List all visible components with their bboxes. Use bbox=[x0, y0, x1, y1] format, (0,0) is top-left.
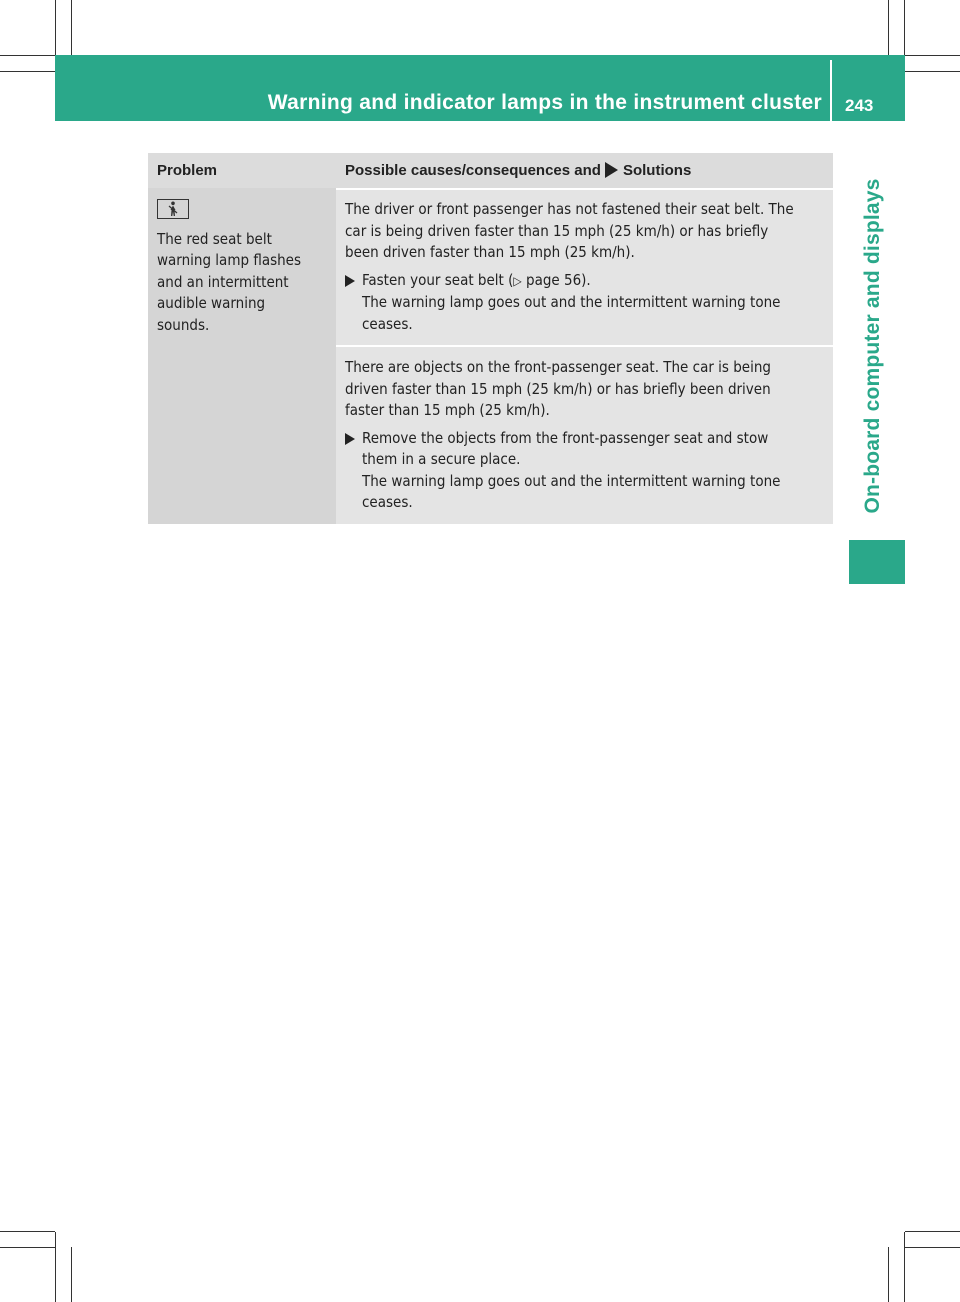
crop-mark bbox=[71, 1247, 72, 1302]
solution-step: Fasten your seat belt (▷ page 56). The warning lamp goes out and the intermittent warning tone ceases. bbox=[345, 270, 824, 336]
page-reference-icon: ▷ bbox=[513, 273, 522, 288]
header-separator bbox=[830, 60, 832, 121]
problem-text: The red seat belt warning lamp flashes and an intermittent audible warning sounds. bbox=[157, 229, 302, 334]
problem-cell bbox=[148, 188, 336, 524]
column-header-problem: Problem bbox=[148, 153, 336, 188]
crop-mark bbox=[905, 55, 960, 56]
crop-mark bbox=[905, 71, 960, 72]
crop-mark bbox=[905, 1247, 960, 1248]
column-header-solutions: Possible causes/consequences and Solutions bbox=[336, 153, 833, 188]
section-tab-label: On-board computer and displays bbox=[861, 178, 884, 514]
page-number: 243 bbox=[845, 96, 874, 115]
solution-cell bbox=[336, 188, 833, 345]
action-arrow-icon bbox=[345, 275, 355, 287]
warning-lamp-table bbox=[148, 153, 833, 524]
section-tab-marker bbox=[849, 540, 905, 584]
action-arrow-icon bbox=[605, 162, 618, 178]
crop-mark bbox=[0, 55, 55, 56]
crop-mark bbox=[55, 1232, 56, 1302]
crop-mark bbox=[888, 0, 889, 55]
cause-text: The driver or front passenger has not fastened their seat belt. The car is being driven faster than 15 mph (25 km/h) or has briefly been driven faster than 15 mph (25 km/h). bbox=[345, 200, 794, 261]
cause-text: There are objects on the front-passenger seat. The car is being driven faster than 15 mph (25 km/h) or has briefly been driven faster than 15 mph (25 km/h). bbox=[345, 358, 771, 419]
crop-mark bbox=[0, 71, 55, 72]
crop-mark bbox=[904, 1232, 905, 1302]
crop-mark bbox=[905, 1231, 960, 1232]
solution-cell bbox=[336, 345, 833, 524]
crop-mark bbox=[0, 1231, 55, 1232]
solution-step: Remove the objects from the front-passenger seat and stow them in a secure place. The warning lamp goes out and the intermittent warning tone ceases. bbox=[345, 428, 824, 514]
action-arrow-icon bbox=[345, 433, 355, 445]
seat-belt-warning-icon bbox=[157, 199, 189, 219]
table-row bbox=[148, 188, 833, 345]
crop-mark bbox=[0, 1247, 55, 1248]
page-title: Warning and indicator lamps in the instrument cluster bbox=[267, 91, 822, 114]
crop-mark bbox=[888, 1247, 889, 1302]
table-header-row bbox=[148, 153, 833, 188]
page-reference-link[interactable]: page 56). bbox=[526, 270, 591, 289]
crop-mark bbox=[71, 0, 72, 55]
